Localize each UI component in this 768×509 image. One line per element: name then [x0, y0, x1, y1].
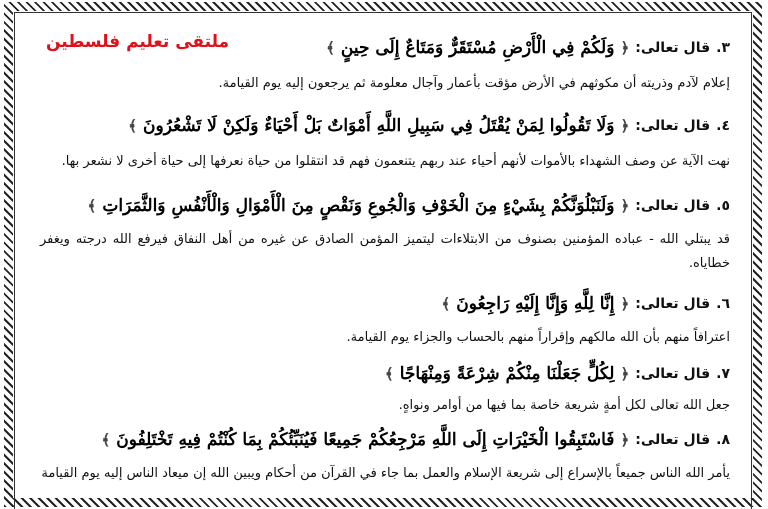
verse-intro: قال تعالى: — [635, 296, 711, 312]
quran-verse: فَاسْتَبِقُوا الْخَيْرَاتِ إِلَى اللَّهِ مَرْجِعُكُمْ جَمِيعًا فَيُنَبِّئُكُمْ بِمَا كُنْتُمْ فِيهِ تَخْتَلِفُونَ — [116, 430, 615, 450]
item-number: ٨. — [716, 432, 730, 448]
verse-line — [40, 362, 730, 384]
verse-line — [40, 30, 730, 58]
site-title: ملتقى تعليم فلسطين — [46, 32, 230, 52]
verse-intro: قال تعالى: — [635, 40, 711, 56]
item-number: ٣. — [716, 40, 730, 56]
verse-intro: قال تعالى: — [635, 432, 711, 448]
close-bracket: ﴾ — [128, 117, 138, 135]
verse-line — [40, 110, 730, 136]
document-body — [40, 30, 730, 498]
verse-explanation: إعلام لآدم وذريته أن مكوثهم في الأرض مؤقت بأعمار وآجال معلومة ثم يرجعون إليه يوم القيامة. — [218, 76, 730, 91]
item-number: ٤. — [716, 118, 730, 134]
verse-item — [40, 362, 730, 426]
close-bracket: ﴾ — [384, 365, 394, 383]
verse-line — [40, 290, 730, 314]
verse-explanation: قد يبتلي الله - عباده المؤمنين بصنوف من الابتلاءات ليتميز المؤمن الصادق عن غيره من أهل النفاق فيرفع الله درجته ويغفر خطاياه. — [40, 232, 730, 271]
open-bracket: ﴿ — [620, 197, 630, 215]
quran-verse: إِنَّا لِلَّهِ وَإِنَّا إِلَيْهِ رَاجِعُونَ — [456, 294, 615, 314]
verse-explanation: جعل الله تعالى لكل أمةٍ شريعة خاصة بما فيها من أوامر ونواهٍ. — [398, 398, 730, 413]
verse-intro: قال تعالى: — [635, 366, 711, 382]
close-bracket: ﴾ — [326, 39, 335, 57]
close-bracket: ﴾ — [441, 295, 451, 313]
quran-verse: وَلَا تَقُولُوا لِمَنْ يُقْتَلُ فِي سَبِيلِ اللَّهِ أَمْوَاتٌ بَلْ أَحْيَاءٌ وَلَكِنْ لَا تَشْعُرُونَ — [143, 116, 615, 136]
verse-item — [40, 426, 730, 498]
quran-verse: وَلَنَبْلُوَنَّكُمْ بِشَيْءٍ مِنَ الْخَوْفِ وَالْجُوعِ وَنَقْصٍ مِنَ الْأَمْوَالِ وَالْأَنْفُسِ وَالثَّمَرَاتِ — [102, 196, 615, 216]
verse-intro: قال تعالى: — [635, 198, 711, 214]
verse-item — [40, 290, 730, 362]
close-bracket: ﴾ — [101, 431, 111, 449]
verse-explanation: يأمر الله الناس جميعاً بالإسراع إلى شريعة الإسلام والعمل بما جاء في القرآن من أحكام ويبين الله إن ميعاد الناس إليه يوم القيامة — [41, 466, 730, 481]
quran-verse: وَلَكُمْ فِي الْأَرْضِ مُسْتَقَرٌّ وَمَتَاعٌ إِلَى حِينٍ — [340, 38, 615, 58]
item-number: ٥. — [716, 198, 730, 214]
verse-explanation: نهت الآية عن وصف الشهداء بالأموات لأنهم أحياء عند ربهم يتنعمون فهم قد انتقلوا من حياة نعرفها إلى حياة أخرى لا نشعر بها. — [61, 154, 730, 169]
verse-line — [40, 190, 730, 216]
close-bracket: ﴾ — [87, 197, 97, 215]
item-number: ٧. — [716, 366, 730, 382]
verse-line — [40, 426, 730, 450]
verse-intro: قال تعالى: — [635, 118, 711, 134]
verse-explanation: اعترافاً منهم بأن الله مالكهم وإقراراً منهم بالحساب والجزاء يوم القيامة. — [346, 330, 730, 345]
verse-item — [40, 190, 730, 290]
open-bracket: ﴿ — [620, 365, 630, 383]
quran-verse: لِكُلٍّ جَعَلْنَا مِنْكُمْ شِرْعَةً وَمِنْهَاجًا — [399, 364, 615, 384]
verse-item — [40, 110, 730, 190]
open-bracket: ﴿ — [620, 39, 630, 57]
item-number: ٦. — [716, 296, 730, 312]
open-bracket: ﴿ — [620, 431, 630, 449]
verse-item — [40, 30, 730, 110]
open-bracket: ﴿ — [620, 117, 630, 135]
open-bracket: ﴿ — [620, 295, 630, 313]
